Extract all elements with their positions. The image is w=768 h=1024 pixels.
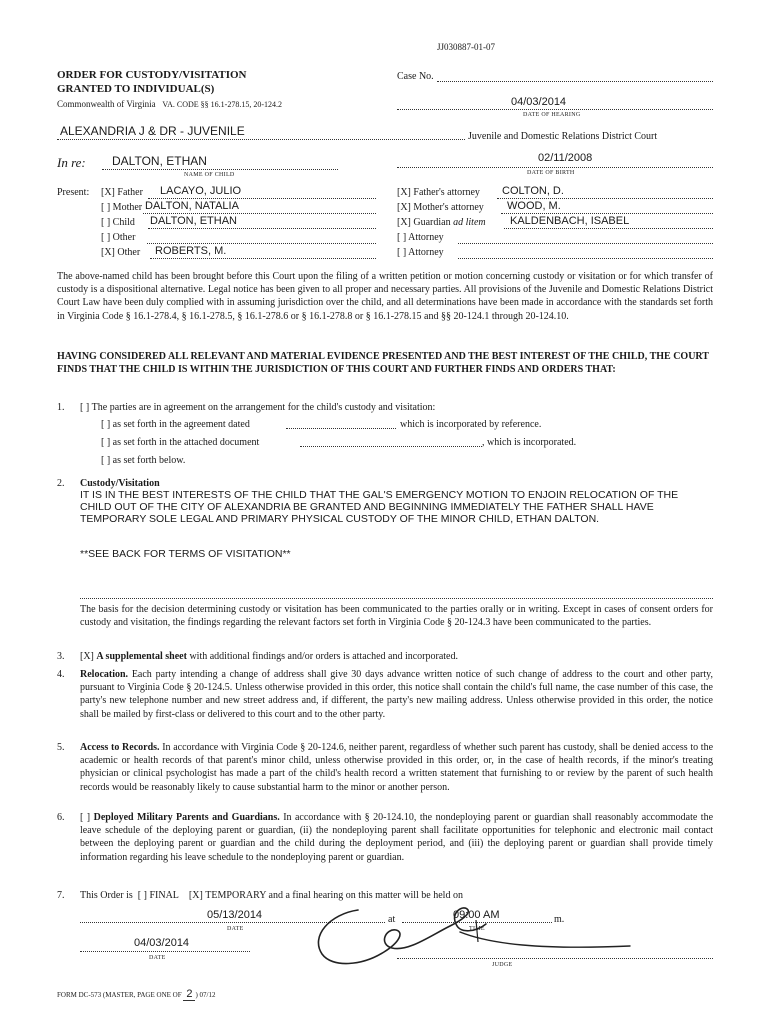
present-child-name: DALTON, ETHAN [150,215,237,227]
present-other-2 [101,246,140,260]
fill-line [148,228,376,229]
present-attorney-2 [397,246,444,260]
commonwealth-text: Commonwealth of Virginia [57,99,156,109]
dob-line [397,167,713,168]
checkbox[interactable]: [ ] [101,419,111,430]
form-revision: ) 07/12 [195,991,216,999]
fill-line [300,446,482,447]
see-back-note: **SEE BACK FOR TERMS OF VISITATION** [80,548,291,560]
checkbox[interactable]: [ ] [101,202,111,213]
child-name-value: DALTON, ETHAN [112,154,207,168]
party-label: Father [117,187,143,198]
checkbox[interactable]: [X] [397,217,411,228]
party-label: Mother's attorney [413,202,484,213]
signed-date: 04/03/2014 [134,937,190,949]
party-label: Mother [112,202,143,213]
checkbox[interactable]: [ ] [101,455,111,466]
final-label: FINAL [149,890,179,901]
item4-number: 4. [57,669,65,680]
checkbox[interactable]: [ ] [397,232,407,243]
court-name-line [57,139,465,140]
present-label: Present: [57,187,90,198]
child-name-line [102,169,338,170]
party-label: Other [112,232,136,243]
item3-bold: A supplemental sheet [96,651,187,662]
item7-number: 7. [57,890,65,901]
item1-number: 1. [57,402,65,413]
judge-signature [300,896,640,976]
sub-text: as set forth below. [112,455,186,466]
party-label: Child [112,217,135,228]
in-re-label: In re: [57,155,86,170]
party-label-italic: ad litem [453,217,486,228]
item1-text [80,401,435,415]
party-label: Guardian [413,217,451,228]
custody-blank-line [80,598,713,599]
signed-date-line [80,951,250,952]
checkbox[interactable]: [ ] [80,402,90,413]
case-number-label: Case No. [397,71,434,82]
item6-bold: Deployed Military Parents and Guardians. [93,812,280,823]
time-label: TIME [469,926,485,932]
item1-sub-2-post: , which is incorporated. [482,437,577,448]
intro-paragraph: The above-named child has been brought before this Court upon the filing of a written petition or motion concerning custody or visitation or for which transfer of custody is a dispositional alternative. Legal notice has been given to all proper and necessary parties. All provisions of the Juvenile and Domestic Relations District Court Law have been duly complied with in assuming jurisdiction over the child, and all determinations have been made in accordance with the standards set forth in Virginia Code § 16.1-278.4, § 16.1-278.5, § 16.1-278.6 or § 16.1-278.8 or § 16.1-278.15 and §§ 20-124.1 through 20-124.10. [57,271,713,322]
item4-text [80,668,713,721]
sub-text: as set forth in the agreement dated [112,419,250,430]
checkbox[interactable]: [ ] [101,437,111,448]
mothers-attorney-name: WOOD, M. [507,200,561,212]
hearing-date-label: DATE OF HEARING [523,112,581,118]
checkbox[interactable]: [X] [101,187,115,198]
item2-heading: Custody/Visitation [80,478,160,489]
party-label: Attorney [408,247,444,258]
other-name: ROBERTS, M. [155,245,227,257]
checkbox[interactable]: [ ] [80,812,91,823]
fill-line [286,428,396,429]
va-code-text: VA. CODE §§ 16.1-278.15, 20-124.2 [162,100,283,109]
form-title-line1: ORDER FOR CUSTODY/VISITATION [57,69,247,81]
document-id: JJ030887-01-07 [437,42,495,52]
item6-number: 6. [57,812,65,823]
findings-heading: HAVING CONSIDERED ALL RELEVANT AND MATERIAL EVIDENCE PRESENTED AND THE BEST INTEREST OF THE CHILD, THE COURT FINDS THAT THE CHILD IS WITHIN THE JURISDICTION OF THIS COURT AND FURTHER FINDS AND ORDERS THAT: [57,351,709,375]
father-name: LACAYO, JULIO [160,185,242,197]
signed-date-label: DATE [149,955,166,961]
court-name-value: ALEXANDRIA J & DR - JUVENILE [60,124,245,138]
form-title-line2: GRANTED TO INDIVIDUAL(S) [57,83,215,95]
hearing-date-line [397,109,713,110]
item4-body: Each party intending a change of address shall give 30 days advance written notice of such change of address to the court and other party, pursuant to Virginia Code § 20-124.5. Unless otherwise provided in this order, this notice shall contain the child's full name, the case number of this case, the party's new telephone number and new street address and, if different, the party's new mailing address. Unless otherwise provided in this order, the notice shall be mailed by first-class or delivered to this court and to the other party. [80,669,713,720]
present-mother [101,201,142,215]
temporary-label: TEMPORARY and a final hearing on this matter will be held on [205,890,463,901]
checkbox[interactable]: [ ] [101,217,111,228]
dob-label: DATE OF BIRTH [527,170,575,176]
present-fathers-attorney [397,186,480,200]
present-child [101,216,135,230]
checkbox[interactable]: [X] [101,247,115,258]
party-label: Attorney [408,232,444,243]
item7-pre: This Order is [80,890,133,901]
fill-line [150,258,376,259]
fill-line [497,198,713,199]
party-label: Father's attorney [413,187,480,198]
checkbox[interactable]: [X] [397,187,411,198]
item3-number: 3. [57,651,65,662]
fill-line [458,258,713,259]
item5-number: 5. [57,742,65,753]
item2-number: 2. [57,478,65,489]
child-name-label: NAME OF CHILD [184,172,235,178]
fill-line [148,198,376,199]
form-number: FORM DC-573 (MASTER, PAGE ONE OF [57,991,182,999]
final-hearing-date: 05/13/2014 [207,909,263,921]
final-checkbox[interactable]: [ ] [137,890,147,901]
guardian-name: KALDENBACH, ISABEL [510,215,630,227]
final-date-label: DATE [227,926,244,932]
item5-bold: Access to Records. [80,742,160,753]
checkbox[interactable]: [X] [80,651,94,662]
court-label: Juvenile and Domestic Relations District Court [468,131,658,142]
fill-line [147,243,376,244]
item4-bold: Relocation. [80,669,129,680]
item1-body: The parties are in agreement on the arrangement for the child's custody and visitation: [91,402,436,413]
hearing-date-value: 04/03/2014 [511,96,567,108]
fill-line [458,243,713,244]
at-label: at [388,914,396,925]
fill-line [143,213,376,214]
item5-body: In accordance with Virginia Code § 20-124.6, neither parent, regardless of whether such parent has custody, shall be denied access to the academic or health records of that parent's minor child, unless otherwise provided in this order, or, in the case of health records, if the minor's treating physician or clinical psychologist has made a part of the child's health record a written statement that furnishing to or review by the parent of such health records would be reasonably likely to cause substantial harm to the minor or another person. [80,742,714,793]
basis-paragraph: The basis for the decision determining custody or visitation has been communicated to the parties orally or in writing. Except in cases of consent orders for custody and visitation, the findings regarding the relevant factors set forth in Virginia Code § 20-124.3 have been communicated to the parties. [80,604,713,629]
mother-name: DALTON, NATALIA [145,200,239,212]
item1-sub-3 [101,454,185,468]
item3-text [80,650,458,664]
dob-value: 02/11/2008 [538,152,593,164]
custody-order-text: IT IS IN THE BEST INTERESTS OF THE CHILD THAT THE GAL'S EMERGENCY MOTION TO ENJOIN RELOCATION OF THE CHILD OUT OF THE CITY OF ALEXANDRIA BE GRANTED AND BEGINNING IMMEDIATELY THE FATHER SHALL HAVE TEMPORARY SOLE LEGAL AND PRIMARY PHYSICAL CUSTODY OF THE MINOR CHILD, ETHAN DALTON. [80,489,679,525]
fathers-attorney-name: COLTON, D. [502,185,564,197]
form-footer [57,988,216,1000]
case-number-line [437,81,713,82]
item1-sub-1 [101,418,250,432]
fill-line [501,213,713,214]
party-label: Other [117,247,141,258]
item3-body: with additional findings and/or orders is attached and incorporated. [186,651,458,662]
m-label: m. [554,914,565,925]
commonwealth-line [57,99,282,109]
checkbox[interactable]: [X] [397,202,411,213]
item5-text [80,741,713,794]
fill-line [504,228,713,229]
page-total: 2 [183,988,195,1001]
item1-sub-2 [101,436,259,450]
item6-body: In accordance with § 20-124.10, the nondeploying parent or guardian shall reasonably accommodate the leave schedule of the deploying parent or guardian, (ii) the nondeploying parent shall facilitate opportunities for telephonic and electronic mail contact between the deploying parent or guardian and the child during the deployment period, and (iii) the deploying parent or guardian shall provide timely information regarding his leave schedule to the nondeploying parent or guardian. [80,812,714,863]
present-father [101,186,143,200]
checkbox[interactable]: [ ] [101,232,111,243]
final-hearing-time: 09:00 AM [453,909,500,921]
present-mothers-attorney [397,201,484,215]
temporary-checkbox[interactable]: [X] [188,890,203,901]
present-guardian [397,216,486,230]
sub-text: as set forth in the attached document [112,437,260,448]
checkbox[interactable]: [ ] [397,247,407,258]
item6-text [80,811,713,864]
item1-sub-1-post: which is incorporated by reference. [400,419,542,430]
present-attorney-1 [397,231,444,245]
judge-label: JUDGE [492,962,513,968]
present-other-1 [101,231,135,245]
